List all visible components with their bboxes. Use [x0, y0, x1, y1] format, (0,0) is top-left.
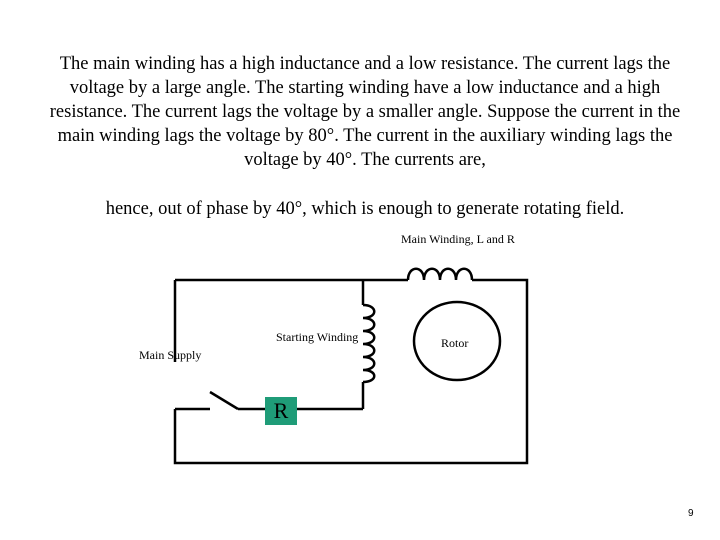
main-winding-label: Main Winding, L and R — [401, 232, 515, 246]
main-winding-coil — [408, 269, 472, 280]
rotor-label: Rotor — [441, 336, 469, 350]
main-supply-label: Main Supply — [139, 348, 202, 362]
paragraph-intro: The main winding has a high inductance and a low resistance. The current lags the voltage by a large angle. The starting winding have a low inductance and a high resistance. The current lags the voltage by a smaller angle. Suppose the current in the main winding lags the voltage by 80°. The current in the auxiliary winding lags the voltage by 40°. The currents are, — [49, 54, 681, 170]
page-number: 9 — [688, 508, 694, 519]
paragraph-conclusion: hence, out of phase by 40°, which is enough to generate rotating field. — [105, 199, 625, 219]
wire-top-right — [175, 280, 527, 463]
starting-winding-coil — [363, 305, 374, 382]
switch-blade — [210, 392, 238, 409]
resistor-box: R — [265, 397, 297, 425]
starting-winding-label: Starting Winding — [276, 330, 359, 344]
